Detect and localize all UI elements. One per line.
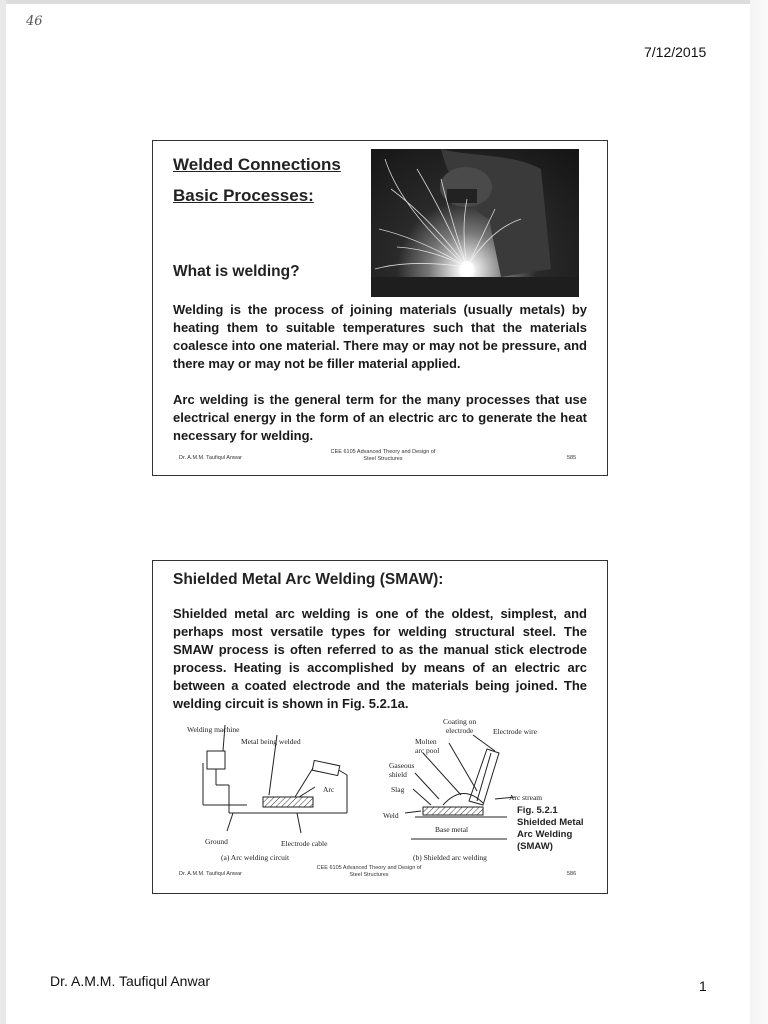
- smaw-figure: [177, 713, 587, 863]
- label-molten-arc-pool: [415, 737, 439, 755]
- scan-right-edge: [750, 0, 768, 1024]
- molten-line-1: Molten: [415, 737, 437, 746]
- scan-left-edge: [0, 0, 6, 1024]
- coating-line-2: electrode: [445, 726, 474, 735]
- scan-top-edge: [0, 0, 768, 4]
- molten-line-2: arc pool: [415, 746, 440, 755]
- slide-title: Welded Connections: [173, 155, 341, 174]
- fig-caption-line-1: Fig. 5.2.1: [517, 805, 558, 816]
- label-electrode-wire: Electrode wire: [493, 727, 537, 736]
- label-electrode-cable: Electrode cable: [281, 839, 328, 848]
- welder-sparks-illustration: [371, 149, 579, 297]
- slide-footer-course: [313, 449, 453, 463]
- label-weld: Weld: [383, 811, 399, 820]
- handwritten-note: 46: [26, 14, 43, 29]
- label-metal-being-welded: Metal being welded: [241, 737, 301, 746]
- fig-caption-line-2: Shielded Metal: [517, 817, 584, 828]
- label-arc-stream: Arc stream: [509, 793, 543, 802]
- page-number: 1: [699, 978, 707, 994]
- label-gaseous-shield: [389, 761, 414, 779]
- slide-footer-course: [299, 865, 439, 879]
- slide-number: 586: [567, 871, 577, 877]
- coating-line-1: Coating on: [443, 717, 477, 726]
- question-heading: What is welding?: [173, 263, 300, 280]
- arc-welding-definition: Arc welding is the general term for the many processes that use electrical energy in the form of an electric arc to generate the heat necessary for welding.: [173, 392, 587, 443]
- page-date: 7/12/2015: [644, 44, 707, 60]
- fig-caption-line-3: Arc Welding: [517, 829, 573, 840]
- gaseous-line-1: Gaseous: [389, 761, 415, 770]
- slide-welded-connections: [152, 140, 608, 476]
- label-arc: Arc: [323, 785, 335, 794]
- welding-photo: [371, 149, 579, 297]
- slide-smaw: [152, 560, 608, 894]
- label-welding-machine: Welding machine: [187, 725, 240, 734]
- slide-title: Shielded Metal Arc Welding (SMAW):: [173, 571, 444, 588]
- slide-number: 585: [567, 455, 577, 461]
- course-line-2: Steel Structures: [363, 456, 403, 462]
- course-line-1: CEE 6105 Advanced Theory and Design of: [316, 865, 422, 871]
- label-ground: Ground: [205, 837, 228, 846]
- caption-a: (a) Arc welding circuit: [221, 853, 290, 862]
- label-slag: Slag: [391, 785, 405, 794]
- label-base-metal: Base metal: [435, 825, 469, 834]
- figure-caption: [517, 805, 584, 853]
- slide-footer-author: Dr. A.M.M. Taufiqul Anwar: [179, 455, 242, 461]
- course-line-2: Steel Structures: [349, 872, 389, 878]
- welding-definition: Welding is the process of joining materials (usually metals) by heating them to suitable temperatures such that the materials coalesce into one material. There may or may not be pressure, and there may or may not be filler material applied.: [173, 302, 587, 371]
- caption-b: (b) Shielded arc welding: [413, 853, 487, 862]
- gaseous-line-2: shield: [389, 770, 407, 779]
- page-footer-author: Dr. A.M.M. Taufiqul Anwar: [50, 973, 211, 989]
- slide-subtitle: Basic Processes:: [173, 186, 314, 205]
- fig-caption-line-4: (SMAW): [517, 841, 553, 852]
- course-line-1: CEE 6105 Advanced Theory and Design of: [330, 449, 436, 455]
- slide-footer-author: Dr. A.M.M. Taufiqul Anwar: [179, 871, 242, 877]
- label-coating: [443, 717, 476, 735]
- smaw-description: Shielded metal arc welding is one of the oldest, simplest, and perhaps most versatile types for welding structural steel. The SMAW process is often referred to as the manual stick electrode process. Heating is accomplished by means of an electric arc between a coated electrode and the materials being joined. The welding circuit is shown in Fig. 5.2.1a.: [173, 606, 587, 711]
